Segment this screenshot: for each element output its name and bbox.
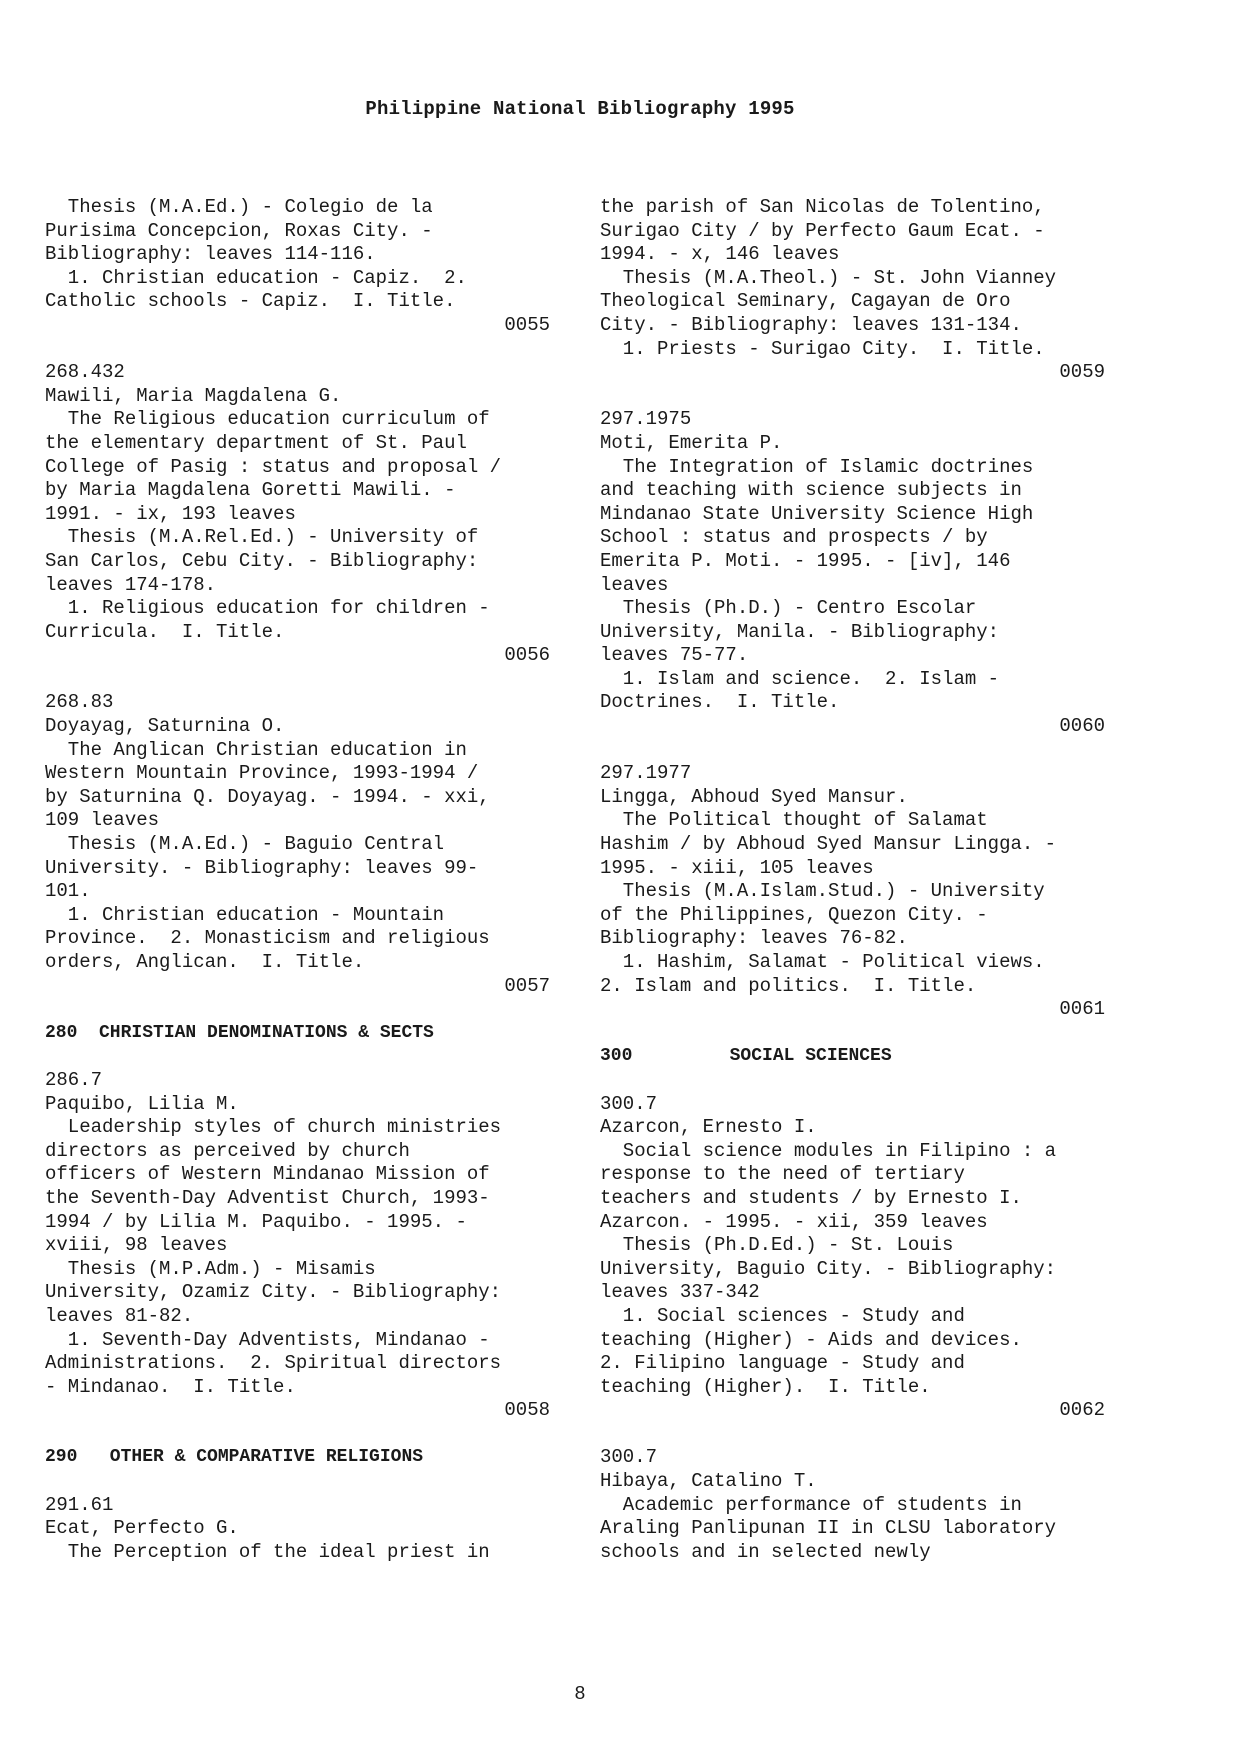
page-title: Philippine National Bibliography 1995	[365, 98, 795, 120]
entry-line: Thesis (Ph.D.Ed.) - St. Louis	[600, 1234, 954, 1257]
entry-0055	[45, 196, 555, 338]
entry-number: 0059	[1059, 361, 1105, 384]
entry-line: Thesis (M.A.Islam.Stud.) - University	[600, 880, 1045, 903]
entry-number: 0061	[1059, 998, 1105, 1021]
entry-line: leaves 75-77.	[600, 644, 749, 667]
entry-line: 1. Christian education - Mountain	[45, 903, 445, 926]
entry-line: Academic performance of students in	[600, 1493, 1022, 1516]
entry-line: leaves 337-342	[600, 1281, 760, 1304]
entry-line: Western Mountain Province, 1993-1994 /	[45, 762, 479, 785]
entry-line: 1. Priests - Surigao City. I. Title.	[600, 337, 1045, 360]
entry-line: Thesis (Ph.D.) - Centro Escolar	[600, 597, 977, 620]
entry-line: School : status and prospects / by	[600, 526, 988, 549]
section-heading-300: 300 SOCIAL SCIENCES	[600, 1046, 892, 1067]
author: Azarcon, Ernesto I.	[600, 1116, 817, 1139]
entry-line: University, Baguio City. - Bibliography:	[600, 1257, 1057, 1280]
entry-line: Thesis (M.A.Ed.) - Colegio de la	[45, 196, 433, 218]
entry-line: by Saturnina Q. Doyayag. - 1994. - xxi,	[45, 785, 490, 808]
author: Moti, Emerita P.	[600, 431, 783, 454]
entry-line: leaves 174-178.	[45, 573, 217, 596]
call-number: 300.7	[600, 1446, 658, 1469]
author: Hibaya, Catalino T.	[600, 1470, 817, 1493]
entry-line: Emerita P. Moti. - 1995. - [iv], 146	[600, 549, 1011, 572]
entry-line: 109 leaves	[45, 809, 160, 832]
author: Lingga, Abhoud Syed Mansur.	[600, 785, 908, 808]
entry-line: Thesis (M.A.Theol.) - St. John Vianney	[600, 266, 1057, 289]
entry-line: 1991. - ix, 193 leaves	[45, 502, 296, 525]
entry-line: University, Manila. - Bibliography:	[600, 620, 1000, 643]
entry-line: Thesis (M.P.Adm.) - Misamis	[45, 1257, 376, 1280]
entry-number: 0057	[504, 974, 550, 997]
entry-line: of the Philippines, Quezon City. -	[600, 903, 988, 926]
entry-line: College of Pasig : status and proposal /	[45, 455, 502, 478]
call-number: 291.61	[45, 1493, 114, 1516]
entry-line: 1. Social sciences - Study and	[600, 1304, 965, 1327]
entry-line: response to the need of tertiary	[600, 1163, 965, 1186]
entry-0062	[600, 1093, 1110, 1423]
author: Doyayag, Saturnina O.	[45, 715, 285, 738]
entry-line: the Seventh-Day Adventist Church, 1993-	[45, 1186, 490, 1209]
entry-line: Social science modules in Filipino : a	[600, 1139, 1057, 1162]
entry-line: The Perception of the ideal priest in	[45, 1540, 490, 1563]
entry-line: Theological Seminary, Cagayan de Oro	[600, 290, 1011, 313]
entry-line: 1995. - xiii, 105 leaves	[600, 856, 874, 879]
call-number: 268.432	[45, 361, 125, 384]
entry-line: The Integration of Islamic doctrines	[600, 455, 1034, 478]
entry-line: Province. 2. Monasticism and religious	[45, 927, 490, 950]
entry-0061	[600, 762, 1110, 1022]
entry-line: Administrations. 2. Spiritual directors	[45, 1352, 502, 1375]
call-number: 297.1977	[600, 762, 692, 785]
entry-line: the parish of San Nicolas de Tolentino,	[600, 196, 1045, 218]
entry-line: Doctrines. I. Title.	[600, 691, 840, 714]
left-column	[45, 196, 555, 1564]
entry-line: by Maria Magdalena Goretti Mawili. -	[45, 479, 456, 502]
entry-line: The Anglican Christian education in	[45, 738, 467, 761]
entry-line: directors as perceived by church	[45, 1139, 410, 1162]
entry-0063-start	[600, 1446, 1110, 1564]
entry-line: University. - Bibliography: leaves 99-	[45, 856, 479, 879]
entry-line: 2. Islam and politics. I. Title.	[600, 974, 977, 997]
entry-number: 0055	[504, 313, 550, 336]
section-heading-290: 290 OTHER & COMPARATIVE RELIGIONS	[45, 1447, 424, 1468]
entry-line: officers of Western Mindanao Mission of	[45, 1163, 490, 1186]
entry-line: 2. Filipino language - Study and	[600, 1352, 965, 1375]
section-heading-280: 280 CHRISTIAN DENOMINATIONS & SECTS	[45, 1022, 434, 1043]
entry-line: - Mindanao. I. Title.	[45, 1375, 296, 1398]
entry-line: Hashim / by Abhoud Syed Mansur Lingga. -	[600, 833, 1057, 856]
entry-line: 1994 / by Lilia M. Paquibo. - 1995. -	[45, 1210, 467, 1233]
entry-line: Surigao City / by Perfecto Gaum Ecat. -	[600, 219, 1045, 242]
entry-0056	[45, 361, 555, 668]
entry-line: 101.	[45, 880, 91, 903]
entry-line: San Carlos, Cebu City. - Bibliography:	[45, 549, 479, 572]
entry-line: Thesis (M.A.Ed.) - Baguio Central	[45, 833, 445, 856]
entry-line: Bibliography: leaves 114-116.	[45, 243, 376, 266]
entry-line: 1. Hashim, Salamat - Political views.	[600, 951, 1045, 973]
entry-0059-continued	[600, 196, 1110, 385]
entry-line: 1. Islam and science. 2. Islam -	[600, 667, 1000, 690]
entry-line: The Religious education curriculum of	[45, 408, 490, 431]
entry-line: Araling Panlipunan II in CLSU laboratory	[600, 1517, 1057, 1540]
author: Ecat, Perfecto G.	[45, 1517, 239, 1540]
call-number: 297.1975	[600, 408, 692, 431]
entry-line: xviii, 98 leaves	[45, 1234, 228, 1257]
call-number: 300.7	[600, 1092, 658, 1115]
entry-0060	[600, 408, 1110, 738]
entry-line: the elementary department of St. Paul	[45, 431, 467, 454]
entry-line: orders, Anglican. I. Title.	[45, 951, 365, 973]
entry-0058	[45, 1069, 555, 1423]
entry-line: 1994. - x, 146 leaves	[600, 243, 840, 266]
entry-line: City. - Bibliography: leaves 131-134.	[600, 313, 1022, 336]
entry-number: 0058	[504, 1399, 550, 1422]
entry-line: Curricula. I. Title.	[45, 620, 285, 643]
entry-line: teaching (Higher). I. Title.	[600, 1375, 931, 1398]
entry-0057	[45, 691, 555, 998]
entry-line: teaching (Higher) - Aids and devices.	[600, 1328, 1022, 1351]
call-number: 268.83	[45, 691, 114, 714]
page-number: 8	[574, 1683, 586, 1705]
right-column	[600, 196, 1110, 1564]
entry-line: Azarcon. - 1995. - xii, 359 leaves	[600, 1210, 988, 1233]
entry-line: Catholic schools - Capiz. I. Title.	[45, 290, 456, 313]
entry-line: 1. Christian education - Capiz. 2.	[45, 266, 467, 289]
entry-line: Leadership styles of church ministries	[45, 1116, 502, 1139]
entry-line: schools and in selected newly	[600, 1540, 931, 1563]
entry-number: 0056	[504, 644, 550, 667]
entry-line: and teaching with science subjects in	[600, 479, 1022, 502]
entry-number: 0062	[1059, 1399, 1105, 1422]
author: Paquibo, Lilia M.	[45, 1092, 239, 1115]
entry-0059-start	[45, 1494, 555, 1565]
author: Mawili, Maria Magdalena G.	[45, 384, 342, 407]
entry-line: Mindanao State University Science High	[600, 502, 1034, 525]
entry-line: University, Ozamiz City. - Bibliography:	[45, 1281, 502, 1304]
entry-line: leaves	[600, 573, 669, 596]
entry-line: leaves 81-82.	[45, 1304, 194, 1327]
entry-line: 1. Religious education for children -	[45, 597, 490, 620]
entry-line: 1. Seventh-Day Adventists, Mindanao -	[45, 1328, 490, 1351]
call-number: 286.7	[45, 1068, 103, 1091]
entry-line: Bibliography: leaves 76-82.	[600, 927, 908, 950]
entry-line: Purisima Concepcion, Roxas City. -	[45, 219, 433, 242]
entry-line: teachers and students / by Ernesto I.	[600, 1186, 1022, 1209]
entry-number: 0060	[1059, 715, 1105, 738]
entry-line: Thesis (M.A.Rel.Ed.) - University of	[45, 526, 479, 549]
entry-line: The Political thought of Salamat	[600, 809, 988, 832]
